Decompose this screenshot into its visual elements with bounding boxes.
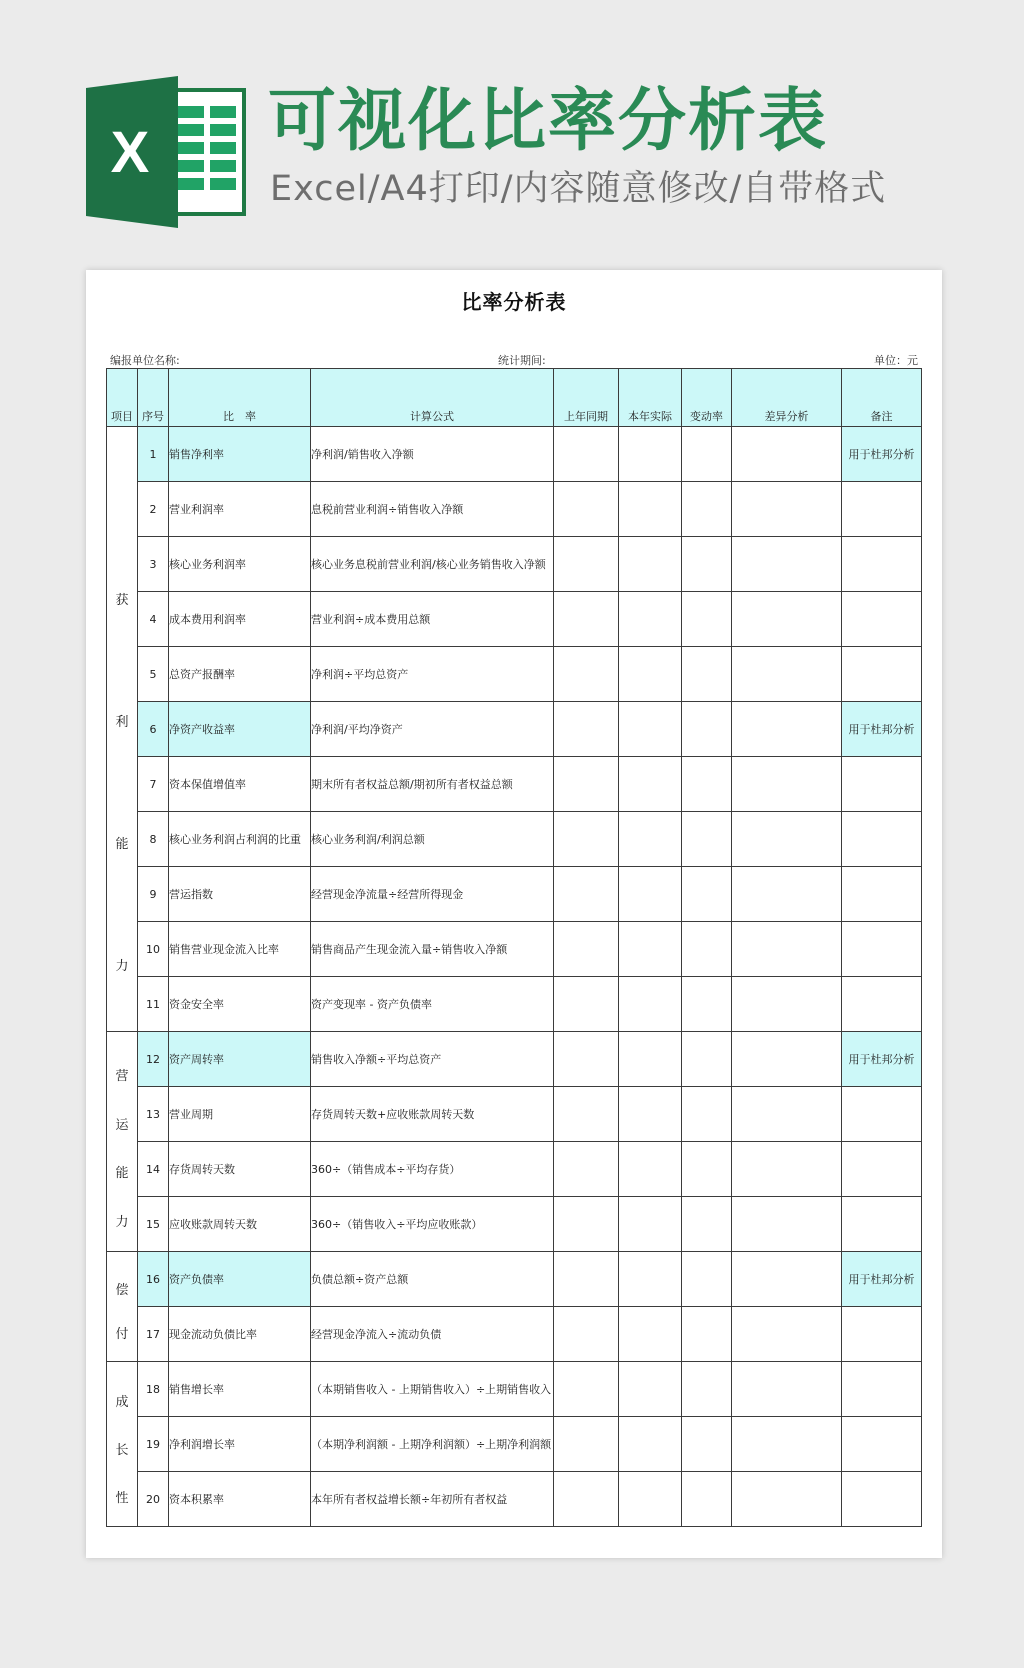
last-year-cell [554, 1472, 619, 1527]
change-rate-cell [682, 647, 732, 702]
last-year-cell [554, 1142, 619, 1197]
variance-cell [732, 1032, 842, 1087]
seq-cell: 14 [138, 1142, 169, 1197]
table-row [107, 757, 922, 812]
formula-cell: 净利润÷平均总资产 [311, 647, 554, 702]
category-char: 偿 [115, 1282, 129, 1298]
this-year-cell [619, 702, 682, 757]
spreadsheet-page [86, 270, 942, 1558]
category-char: 力 [115, 958, 129, 974]
ratio-name-cell: 资金安全率 [169, 977, 311, 1032]
formula-cell: 核心业务利润/利润总额 [311, 812, 554, 867]
variance-cell [732, 1417, 842, 1472]
formula-cell: 期末所有者权益总额/期初所有者权益总额 [311, 757, 554, 812]
category-cell [107, 1252, 138, 1362]
ratio-name-cell: 应收账款周转天数 [169, 1197, 311, 1252]
last-year-cell [554, 1417, 619, 1472]
category-cell [107, 427, 138, 1032]
change-rate-cell [682, 1032, 732, 1087]
this-year-cell [619, 1032, 682, 1087]
remarks-cell [842, 757, 922, 812]
remarks-cell [842, 1417, 922, 1472]
change-rate-cell [682, 592, 732, 647]
banner [0, 0, 1024, 250]
last-year-cell [554, 977, 619, 1032]
ratio-name-cell: 营业周期 [169, 1087, 311, 1142]
variance-cell [732, 977, 842, 1032]
this-year-cell [619, 1087, 682, 1142]
table-row [107, 812, 922, 867]
table-row [107, 1142, 922, 1197]
last-year-cell [554, 812, 619, 867]
table-row [107, 482, 922, 537]
last-year-cell [554, 1252, 619, 1307]
this-year-cell [619, 1252, 682, 1307]
formula-cell: （本期销售收入 - 上期销售收入）÷上期销售收入 [311, 1362, 554, 1417]
sheet-title: 比率分析表 [461, 290, 567, 314]
remarks-cell [842, 592, 922, 647]
seq-cell: 7 [138, 757, 169, 812]
last-year-cell [554, 482, 619, 537]
formula-cell: 经营现金净流入÷流动负债 [311, 1307, 554, 1362]
formula-cell: 经营现金净流量÷经营所得现金 [311, 867, 554, 922]
category-char: 力 [115, 1215, 129, 1231]
formula-cell: 息税前营业利润÷销售收入净额 [311, 482, 554, 537]
variance-cell [732, 1087, 842, 1142]
last-year-cell [554, 1032, 619, 1087]
category-char: 性 [115, 1490, 129, 1506]
ratio-name-cell: 营业利润率 [169, 482, 311, 537]
ratio-name-cell: 净资产收益率 [169, 702, 311, 757]
change-rate-cell [682, 1087, 732, 1142]
ratio-name-cell: 资本保值增值率 [169, 757, 311, 812]
this-year-cell [619, 977, 682, 1032]
seq-cell: 20 [138, 1472, 169, 1527]
variance-cell [732, 1142, 842, 1197]
change-rate-cell [682, 922, 732, 977]
ratio-name-cell: 资产负债率 [169, 1252, 311, 1307]
category-char: 获 [115, 592, 129, 608]
category-char: 营 [115, 1068, 129, 1084]
last-year-cell [554, 922, 619, 977]
remarks-cell [842, 1197, 922, 1252]
formula-cell: 营业利润÷成本费用总额 [311, 592, 554, 647]
this-year-cell [619, 482, 682, 537]
remarks-cell: 用于杜邦分析 [842, 702, 922, 757]
this-year-cell [619, 1362, 682, 1417]
category-cell [107, 1032, 138, 1252]
last-year-cell [554, 757, 619, 812]
formula-cell: 本年所有者权益增长额÷年初所有者权益 [311, 1472, 554, 1527]
last-year-cell [554, 592, 619, 647]
seq-cell: 13 [138, 1087, 169, 1142]
variance-cell [732, 482, 842, 537]
variance-cell [732, 812, 842, 867]
header-seq: 序号 [138, 369, 169, 427]
remarks-cell: 用于杜邦分析 [842, 427, 922, 482]
change-rate-cell [682, 977, 732, 1032]
period-label: 统计期间: [498, 354, 546, 367]
category-char: 成 [115, 1394, 129, 1410]
last-year-cell [554, 1362, 619, 1417]
seq-cell: 6 [138, 702, 169, 757]
table-row [107, 1087, 922, 1142]
this-year-cell [619, 1197, 682, 1252]
table-header-row [107, 369, 922, 427]
seq-cell: 5 [138, 647, 169, 702]
this-year-cell [619, 867, 682, 922]
last-year-cell [554, 427, 619, 482]
formula-cell: 资产变现率 - 资产负债率 [311, 977, 554, 1032]
table-row [107, 1472, 922, 1527]
remarks-cell [842, 537, 922, 592]
header-change-rate: 变动率 [682, 369, 732, 427]
ratio-name-cell: 资产周转率 [169, 1032, 311, 1087]
formula-cell: 存货周转天数+应收账款周转天数 [311, 1087, 554, 1142]
formula-cell: 净利润/销售收入净额 [311, 427, 554, 482]
change-rate-cell [682, 482, 732, 537]
seq-cell: 18 [138, 1362, 169, 1417]
this-year-cell [619, 1307, 682, 1362]
this-year-cell [619, 537, 682, 592]
variance-cell [732, 1362, 842, 1417]
category-char: 能 [115, 836, 129, 852]
excel-logo-icon [86, 76, 248, 228]
ratio-name-cell: 销售增长率 [169, 1362, 311, 1417]
remarks-cell [842, 1087, 922, 1142]
seq-cell: 15 [138, 1197, 169, 1252]
change-rate-cell [682, 1417, 732, 1472]
remarks-cell [842, 867, 922, 922]
table-row [107, 537, 922, 592]
seq-cell: 17 [138, 1307, 169, 1362]
this-year-cell [619, 812, 682, 867]
ratio-name-cell: 总资产报酬率 [169, 647, 311, 702]
formula-cell: 360÷（销售收入÷平均应收账款） [311, 1197, 554, 1252]
table-row [107, 1197, 922, 1252]
variance-cell [732, 1252, 842, 1307]
ratio-name-cell: 资本积累率 [169, 1472, 311, 1527]
ratio-name-cell: 核心业务利润占利润的比重 [169, 812, 311, 867]
remarks-cell [842, 647, 922, 702]
last-year-cell [554, 1197, 619, 1252]
seq-cell: 3 [138, 537, 169, 592]
variance-cell [732, 592, 842, 647]
variance-cell [732, 647, 842, 702]
remarks-cell: 用于杜邦分析 [842, 1032, 922, 1087]
formula-cell: （本期净利润额 - 上期净利润额）÷上期净利润额 [311, 1417, 554, 1472]
category-char: 利 [115, 714, 129, 730]
header-ratio: 比 率 [169, 369, 311, 427]
table-row [107, 1362, 922, 1417]
reporting-unit-label: 编报单位名称: [110, 354, 180, 367]
seq-cell: 16 [138, 1252, 169, 1307]
variance-cell [732, 702, 842, 757]
this-year-cell [619, 1142, 682, 1197]
change-rate-cell [682, 537, 732, 592]
change-rate-cell [682, 867, 732, 922]
last-year-cell [554, 1307, 619, 1362]
change-rate-cell [682, 812, 732, 867]
change-rate-cell [682, 1472, 732, 1527]
change-rate-cell [682, 1307, 732, 1362]
last-year-cell [554, 537, 619, 592]
this-year-cell [619, 592, 682, 647]
seq-cell: 1 [138, 427, 169, 482]
table-row [107, 647, 922, 702]
ratio-table [106, 368, 922, 1527]
this-year-cell [619, 1472, 682, 1527]
change-rate-cell [682, 1252, 732, 1307]
change-rate-cell [682, 427, 732, 482]
last-year-cell [554, 702, 619, 757]
ratio-name-cell: 销售净利率 [169, 427, 311, 482]
page-subtitle: Excel/A4打印/内容随意修改/自带格式 [270, 169, 887, 209]
ratio-name-cell: 存货周转天数 [169, 1142, 311, 1197]
this-year-cell [619, 647, 682, 702]
this-year-cell [619, 757, 682, 812]
variance-cell [732, 1197, 842, 1252]
formula-cell: 360÷（销售成本÷平均存货） [311, 1142, 554, 1197]
table-row [107, 867, 922, 922]
change-rate-cell [682, 1142, 732, 1197]
variance-cell [732, 1472, 842, 1527]
header-formula: 计算公式 [311, 369, 554, 427]
table-row [107, 592, 922, 647]
seq-cell: 19 [138, 1417, 169, 1472]
category-char: 能 [115, 1166, 129, 1182]
variance-cell [732, 757, 842, 812]
ratio-name-cell: 核心业务利润率 [169, 537, 311, 592]
ratio-name-cell: 成本费用利润率 [169, 592, 311, 647]
header-remarks: 备注 [842, 369, 922, 427]
seq-cell: 9 [138, 867, 169, 922]
ratio-name-cell: 营运指数 [169, 867, 311, 922]
variance-cell [732, 427, 842, 482]
category-char: 长 [115, 1442, 129, 1458]
variance-cell [732, 537, 842, 592]
this-year-cell [619, 427, 682, 482]
change-rate-cell [682, 1362, 732, 1417]
table-row [107, 1032, 922, 1087]
table-row [107, 1252, 922, 1307]
ratio-name-cell: 净利润增长率 [169, 1417, 311, 1472]
table-row [107, 977, 922, 1032]
variance-cell [732, 922, 842, 977]
remarks-cell [842, 482, 922, 537]
ratio-name-cell: 现金流动负债比率 [169, 1307, 311, 1362]
variance-cell [732, 1307, 842, 1362]
this-year-cell [619, 922, 682, 977]
remarks-cell: 用于杜邦分析 [842, 1252, 922, 1307]
ratio-name-cell: 销售营业现金流入比率 [169, 922, 311, 977]
remarks-cell [842, 922, 922, 977]
table-row [107, 702, 922, 757]
table-row [107, 922, 922, 977]
seq-cell: 2 [138, 482, 169, 537]
variance-cell [732, 867, 842, 922]
table-row [107, 1417, 922, 1472]
seq-cell: 10 [138, 922, 169, 977]
remarks-cell [842, 977, 922, 1032]
formula-cell: 核心业务息税前营业利润/核心业务销售收入净额 [311, 537, 554, 592]
header-last-year: 上年同期 [554, 369, 619, 427]
header-item: 项目 [107, 369, 138, 427]
change-rate-cell [682, 1197, 732, 1252]
formula-cell: 销售商品产生现金流入量÷销售收入净额 [311, 922, 554, 977]
seq-cell: 11 [138, 977, 169, 1032]
this-year-cell [619, 1417, 682, 1472]
svg-text:X: X [110, 120, 150, 185]
last-year-cell [554, 867, 619, 922]
change-rate-cell [682, 757, 732, 812]
formula-cell: 净利润/平均净资产 [311, 702, 554, 757]
currency-unit-label: 单位：元 [874, 354, 918, 367]
table-row [107, 1307, 922, 1362]
remarks-cell [842, 1472, 922, 1527]
remarks-cell [842, 1142, 922, 1197]
seq-cell: 4 [138, 592, 169, 647]
remarks-cell [842, 1307, 922, 1362]
remarks-cell [842, 812, 922, 867]
last-year-cell [554, 1087, 619, 1142]
remarks-cell [842, 1362, 922, 1417]
seq-cell: 12 [138, 1032, 169, 1087]
table-row [107, 427, 922, 482]
formula-cell: 负债总额÷资产总额 [311, 1252, 554, 1307]
page-title: 可视化比率分析表 [268, 82, 829, 161]
header-this-year: 本年实际 [619, 369, 682, 427]
last-year-cell [554, 647, 619, 702]
category-char: 付 [115, 1327, 129, 1343]
header-variance: 差异分析 [732, 369, 842, 427]
change-rate-cell [682, 702, 732, 757]
seq-cell: 8 [138, 812, 169, 867]
formula-cell: 销售收入净额÷平均总资产 [311, 1032, 554, 1087]
category-char: 运 [115, 1117, 129, 1133]
category-cell [107, 1362, 138, 1527]
